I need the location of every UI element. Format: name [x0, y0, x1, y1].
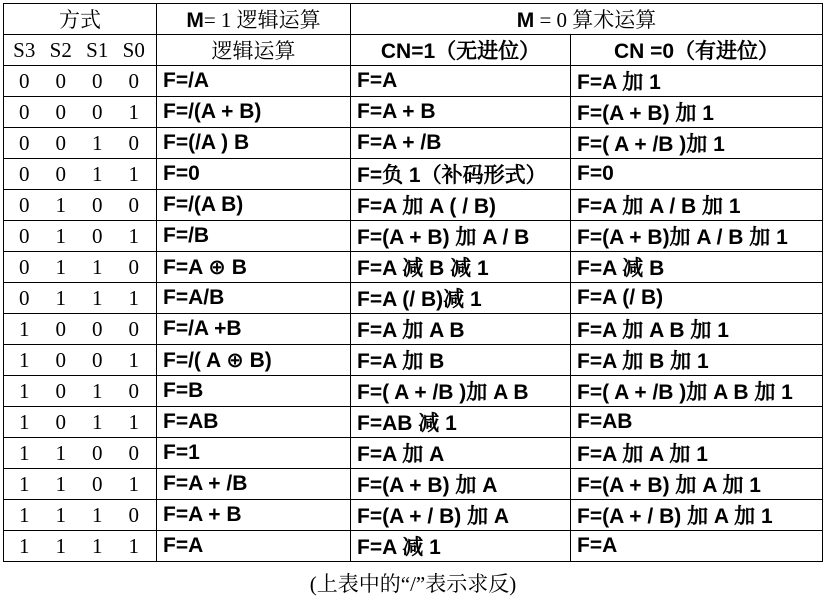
s2-bit: 0: [55, 99, 66, 124]
logic-result: F=B: [157, 376, 351, 407]
cn0-result: F=(A + B) 加 1: [571, 97, 823, 128]
s3-bit: 1: [19, 316, 30, 341]
alu-function-table: [3, 3, 823, 562]
s2-bit: 0: [55, 130, 66, 155]
s3-bit: 1: [19, 347, 30, 372]
cn1-result: F=A 减 1: [351, 531, 571, 562]
cn0-result: F=( A + /B )加 1: [571, 128, 823, 159]
cn0-result: F=A 加 A B 加 1: [571, 314, 823, 345]
s0-bit: 1: [128, 471, 139, 496]
mode-bits-cell: [4, 531, 157, 562]
cn1-result: F=A 加 A ( / B): [351, 190, 571, 221]
s1-bit: 0: [92, 347, 103, 372]
table-row: [4, 190, 823, 221]
cn0-result: F=A 加 A 加 1: [571, 438, 823, 469]
cn1-result: F=A 加 A B: [351, 314, 571, 345]
s3-bit: 0: [19, 130, 30, 155]
table-row: [4, 314, 823, 345]
logic-result: F=(/A ) B: [157, 128, 351, 159]
logic-result: F=/A: [157, 66, 351, 97]
mode-bits-cell: [4, 252, 157, 283]
s1-bit: 1: [92, 285, 103, 310]
arith-title: [351, 4, 823, 35]
table-row: [4, 531, 823, 562]
s0-bit: 1: [128, 161, 139, 186]
table-row: [4, 469, 823, 500]
mode-bits-cell: [4, 345, 157, 376]
table-caption: (上表中的“/”表示求反): [309, 572, 517, 596]
logic-result: F=/A +B: [157, 314, 351, 345]
s3-bit: 1: [19, 502, 30, 527]
s2-bit: 0: [55, 316, 66, 341]
s1-bit: 1: [92, 254, 103, 279]
s0-bit: 0: [128, 254, 139, 279]
cn0-sub-header: [571, 35, 823, 66]
s0-bit: 1: [128, 99, 139, 124]
mode-bits-cell: [4, 221, 157, 252]
logic-result: F=/(A + B): [157, 97, 351, 128]
logic-result: F=1: [157, 438, 351, 469]
logic-title-m: M: [186, 9, 204, 32]
s0-bit: 0: [128, 502, 139, 527]
cn0-result: F=A 减 B: [571, 252, 823, 283]
mode-bits-cell: [4, 97, 157, 128]
s0-bit: 1: [128, 409, 139, 434]
s3-bit: 0: [19, 68, 30, 93]
s2-bit: 1: [55, 533, 66, 558]
s0-bit: 0: [128, 316, 139, 341]
s2-bit: 0: [55, 378, 66, 403]
cn0-result: F=(A + B) 加 A 加 1: [571, 469, 823, 500]
cn1-result: F=A 加 B: [351, 345, 571, 376]
s0-bit: 1: [128, 223, 139, 248]
mode-bits-cell: [4, 314, 157, 345]
s2-bit: 1: [55, 254, 66, 279]
cn0-result: F=A (/ B): [571, 283, 823, 314]
logic-title-rest: = 1 逻辑运算: [203, 8, 321, 32]
arith-title-rest: = 0 算术运算: [534, 8, 657, 32]
logic-result: F=/B: [157, 221, 351, 252]
s0-bit: 0: [128, 378, 139, 403]
cn0-result: F=A 加 1: [571, 66, 823, 97]
s1-bit: 0: [92, 440, 103, 465]
logic-result: F=AB: [157, 407, 351, 438]
table-row: [4, 159, 823, 190]
cn1-result: F=A + B: [351, 97, 571, 128]
header-row-2: [4, 35, 823, 66]
s3-bit: 1: [19, 471, 30, 496]
mode-bits-cell: [4, 190, 157, 221]
logic-result: F=0: [157, 159, 351, 190]
s1-bit: 0: [92, 471, 103, 496]
table-row: [4, 221, 823, 252]
logic-title: [157, 4, 351, 35]
mode-bits-cell: [4, 376, 157, 407]
s3-bit: 1: [19, 409, 30, 434]
cn1-result: F=A + /B: [351, 128, 571, 159]
cn0-result: F=(A + B)加 A / B 加 1: [571, 221, 823, 252]
cn1-result: F=AB 减 1: [351, 407, 571, 438]
s1-bit: 1: [92, 161, 103, 186]
s0-bit: 1: [128, 533, 139, 558]
s1-bit: 1: [92, 502, 103, 527]
s2-bit: 0: [55, 347, 66, 372]
cn1-result: F=(A + B) 加 A / B: [351, 221, 571, 252]
mode-bits-cell: [4, 469, 157, 500]
table-row: [4, 66, 823, 97]
s3-bit: 0: [19, 161, 30, 186]
cn1-result: F=( A + /B )加 A B: [351, 376, 571, 407]
cn1-sub-header: [351, 35, 571, 66]
s1-bit: 0: [92, 68, 103, 93]
mode-bits-cell: [4, 283, 157, 314]
s1-bit: 0: [92, 192, 103, 217]
cn1-result: F=A 减 B 减 1: [351, 252, 571, 283]
logic-result: F=A ⊕ B: [157, 252, 351, 283]
logic-result: F=A + B: [157, 500, 351, 531]
cn1-result: F=A: [351, 66, 571, 97]
s1-bit: 0: [92, 99, 103, 124]
s3-bit: 0: [19, 285, 30, 310]
s1-bit: 1: [92, 533, 103, 558]
s2-bit: 1: [55, 223, 66, 248]
header-row-1: [4, 4, 823, 35]
logic-result: F=A + /B: [157, 469, 351, 500]
s3-label: S3: [13, 37, 36, 62]
s3-bit: 0: [19, 99, 30, 124]
cn0-result: F=A 加 A / B 加 1: [571, 190, 823, 221]
s2-bit: 1: [55, 285, 66, 310]
table-row: [4, 438, 823, 469]
s1-bit: 1: [92, 409, 103, 434]
logic-result: F=A/B: [157, 283, 351, 314]
s3-bit: 1: [19, 533, 30, 558]
s2-bit: 0: [55, 161, 66, 186]
logic-sub-header: 逻辑运算: [157, 35, 351, 66]
arith-title-m: M: [516, 9, 535, 32]
logic-result: F=/( A ⊕ B): [157, 345, 351, 376]
s0-bit: 0: [128, 440, 139, 465]
cn0-result: F=0: [571, 159, 823, 190]
cn0-result: F=A: [571, 531, 823, 562]
s1-label: S1: [86, 37, 109, 62]
s-labels-cell: [4, 35, 157, 66]
mode-bits-cell: [4, 159, 157, 190]
cn1-result: F=(A + B) 加 A: [351, 469, 571, 500]
s0-bit: 1: [128, 285, 139, 310]
cn0-result: F=A 加 B 加 1: [571, 345, 823, 376]
s0-bit: 0: [128, 68, 139, 93]
table-row: [4, 97, 823, 128]
s2-label: S2: [49, 37, 72, 62]
s2-bit: 1: [55, 502, 66, 527]
cn1-result: F=(A + / B) 加 A: [351, 500, 571, 531]
s2-bit: 1: [55, 192, 66, 217]
s0-label: S0: [122, 37, 145, 62]
s3-bit: 1: [19, 440, 30, 465]
cn1-sub-label: CN=1（无进位）: [380, 40, 541, 63]
s3-bit: 0: [19, 192, 30, 217]
s2-bit: 0: [55, 68, 66, 93]
s2-bit: 1: [55, 471, 66, 496]
mode-bits-cell: [4, 128, 157, 159]
table-row: [4, 500, 823, 531]
s2-bit: 0: [55, 409, 66, 434]
s1-bit: 1: [92, 378, 103, 403]
table-row: [4, 128, 823, 159]
mode-bits-cell: [4, 438, 157, 469]
table-row: [4, 376, 823, 407]
cn0-result: F=AB: [571, 407, 823, 438]
logic-result: F=A: [157, 531, 351, 562]
cn1-result: F=A (/ B)减 1: [351, 283, 571, 314]
table-row: [4, 345, 823, 376]
mode-bits-cell: [4, 66, 157, 97]
s3-bit: 0: [19, 254, 30, 279]
table-row: [4, 252, 823, 283]
s0-bit: 0: [128, 192, 139, 217]
table-row: [4, 283, 823, 314]
cn0-result: F=(A + / B) 加 A 加 1: [571, 500, 823, 531]
cn1-result: F=负 1（补码形式）: [351, 159, 571, 190]
mode-bits-cell: [4, 407, 157, 438]
mode-bits-cell: [4, 500, 157, 531]
s3-bit: 0: [19, 223, 30, 248]
s1-bit: 0: [92, 223, 103, 248]
s2-bit: 1: [55, 440, 66, 465]
cn0-result: F=( A + /B )加 A B 加 1: [571, 376, 823, 407]
cn0-sub-label: CN =0（有进位）: [613, 40, 780, 63]
mode-header: 方式: [4, 4, 157, 35]
table-row: [4, 407, 823, 438]
s0-bit: 0: [128, 130, 139, 155]
s1-bit: 0: [92, 316, 103, 341]
s1-bit: 1: [92, 130, 103, 155]
logic-result: F=/(A B): [157, 190, 351, 221]
cn1-result: F=A 加 A: [351, 438, 571, 469]
s0-bit: 1: [128, 347, 139, 372]
s3-bit: 1: [19, 378, 30, 403]
